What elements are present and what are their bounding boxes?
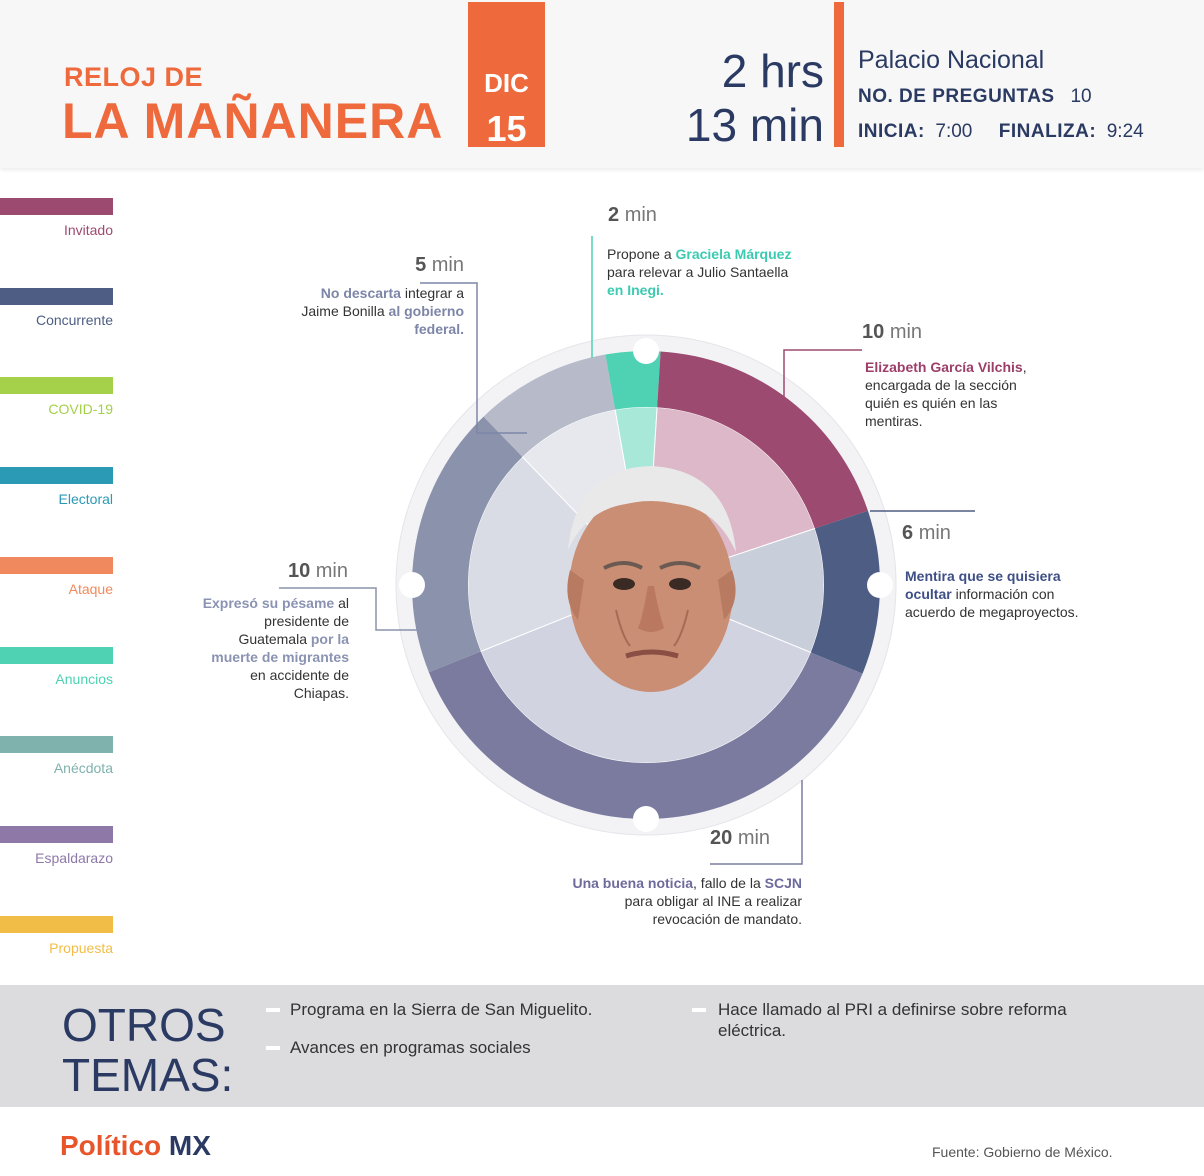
title-line1: RELOJ DE (64, 62, 204, 92)
legend-label: Concurrente (35, 311, 113, 328)
annotation-5-min (415, 254, 464, 277)
annotation-20-value: 20 (710, 827, 733, 849)
topic-bullet (692, 1008, 706, 1012)
annotation-text-part: para relevar a Julio Santaella (607, 264, 789, 280)
legend-label: Espaldarazo (35, 849, 113, 866)
clock-notch-2 (633, 806, 659, 832)
annotation-10a-min (862, 321, 922, 344)
annotation-2-unit: min (624, 204, 657, 226)
annotation-text-part: en accidente de Chiapas. (250, 667, 349, 701)
legend-label: Invitado (63, 222, 113, 238)
brand-logo (60, 1130, 211, 1162)
president-face-image (556, 460, 746, 696)
annotation-text-part: información con acuerdo de megaproyectos. (905, 586, 1079, 620)
annotation-text-part: Expresó su pésame (202, 595, 335, 611)
annotation-text-part: Mentira que se quisiera ocultar (905, 568, 1061, 602)
end-label: FINALIZA: (998, 121, 1097, 142)
annotation-10a-unit: min (889, 321, 923, 343)
source-note: Fuente: Gobierno de México. (932, 1144, 1113, 1160)
brand-part2: MX (168, 1130, 211, 1161)
annotation-10b-min (288, 560, 348, 583)
duration-hours: 2 hrs (721, 45, 824, 97)
topic-item-1: Programa en la Sierra de San Miguelito. (290, 1000, 593, 1019)
annotation-20-min (710, 827, 770, 850)
annotation-5-value: 5 (415, 254, 427, 276)
end-value: 9:24 (1106, 121, 1144, 142)
annotation-6-value: 6 (902, 522, 914, 544)
annotation-text-part: en Inegi. (607, 282, 664, 298)
other-topics-title-line2: TEMAS: (62, 1049, 234, 1101)
date-day: 15 (486, 108, 527, 149)
title-line2: LA MAÑANERA (62, 93, 444, 149)
annotation-text-part: al presidente de Guatemala (238, 595, 349, 647)
annotation-2-text (607, 245, 792, 299)
annotation-20-text (562, 874, 802, 928)
other-topics-title-line1: OTROS (62, 999, 226, 1051)
annotation-text-part: para obligar al INE a realizar revocación de mandato. (624, 893, 802, 927)
annotation-text-part: por la muerte de migrantes (211, 631, 349, 665)
annotation-6-min (902, 522, 951, 545)
clock-notch-1 (867, 572, 893, 598)
other-topics-title (62, 1000, 233, 1100)
start-value: 7:00 (935, 121, 973, 142)
annotation-text-part: Propone a (607, 246, 676, 262)
date-month: DIC (484, 68, 529, 98)
annotation-5-text (294, 284, 464, 338)
legend-label: Anécdota (53, 760, 113, 777)
clock-notch-0 (633, 338, 659, 364)
annotation-text-part: No descarta (320, 285, 401, 301)
legend-label: Propuesta (49, 939, 113, 956)
annotation-10b-unit: min (315, 560, 348, 582)
topic-item-3: Hace llamado al PRI a definirse sobre reforma eléctrica. (718, 1000, 1067, 1040)
annotation-10a-value: 10 (862, 321, 885, 343)
topic-bullet (266, 1008, 280, 1012)
annotation-text-part: integrar a Jaime Bonilla (301, 285, 464, 319)
annotation-5-unit: min (431, 254, 464, 276)
annotation-text-part: Graciela Márquez (675, 246, 792, 262)
annotation-10a-text (865, 358, 1050, 430)
annotation-2-min (608, 204, 657, 227)
annotation-20-unit: min (737, 827, 771, 849)
legend-label: Anuncios (55, 670, 113, 687)
clock-notch-3 (399, 572, 425, 598)
duration-minutes: 13 min (685, 99, 824, 151)
start-label: INICIA: (858, 121, 925, 142)
topic-bullet (266, 1046, 280, 1050)
annotation-text-part: , encargada de la sección quién es quién en las mentiras. (865, 359, 1027, 429)
annotation-2-value: 2 (608, 204, 620, 226)
annotation-10b-value: 10 (287, 560, 311, 582)
questions-value: 10 (1070, 86, 1092, 107)
place: Palacio Nacional (858, 46, 1045, 74)
annotation-text-part: , fallo de la (693, 875, 765, 891)
annotation-10b-text (199, 594, 349, 702)
legend-label: Ataque (68, 580, 113, 597)
brand-part1: Político (60, 1130, 162, 1161)
topic-item-2: Avances en programas sociales (290, 1038, 531, 1057)
questions-label: NO. DE PREGUNTAS (858, 86, 1055, 107)
annotation-6-unit: min (918, 522, 951, 544)
legend-label: COVID-19 (48, 401, 113, 418)
annotation-text-part: Elizabeth García Vilchis (865, 359, 1023, 375)
legend-label: Electoral (58, 491, 113, 508)
annotation-text-part: SCJN (764, 875, 802, 891)
annotation-text-part: Una buena noticia (572, 875, 694, 891)
annotation-6-text (905, 567, 1105, 621)
annotation-text-part: al gobierno federal. (388, 303, 464, 337)
